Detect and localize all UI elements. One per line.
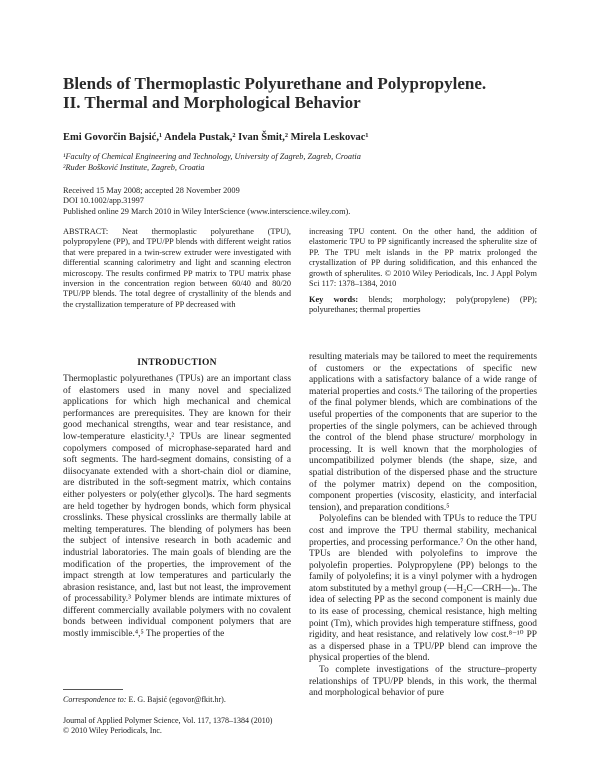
journal-info [63,716,272,736]
abstract-right: increasing TPU content. On the other hand, the addition of elastomeric TPU to PP significantly increased the spherulite size of PP. The TPU melt islands in the PP matrix prolonged the crystallization of PP during solidification, and this enhanced the growth of spherulites. © 2010 Wiley Periodicals, Inc. J Appl Polym Sci 117: 1378–1384, 2010 [309,227,537,289]
correspondence [63,695,226,704]
authors: Emi Govorčin Bajsić,¹ Anđela Pustak,² Ivan Šmit,² Mirela Leskovac¹ [63,132,369,143]
received-date: Received 15 May 2008; accepted 28 November 2009 [63,186,240,195]
copyright: © 2010 Wiley Periodicals, Inc. [63,726,162,735]
intro-left-column: Thermoplastic polyurethanes (TPUs) are an important class of elastomers used in many novel and specialized applications for which high mechanical and chemical performances are prerequisites. They are known for their good mechanical strengths, wear and tear resistance, and low-temperature elasticity.¹,² TPUs are linear segmented copolymers composed of microphase-separated hard and soft segments. The hard-segment domains, consisting of a diisocyanate extended with a short-chain diol or diamine, are distributed in the soft-segment matrix, which contains either polyesters or poly(ether glycol)s. The hard segments are held together by hydrogen bonds, which form physical crosslinks. These physical crosslinks are thermally labile at melting temperatures. The blending of polymers has been the subject of intensive research in both academic and industrial laboratories. The main goals of blending are the modification of the properties, the improvement of the impact strength at low temperatures and particularly the abrasion resistance, and, last but not least, the improvement of processability.³ Polymer blends are intimate mixtures of different commercially available polymers with no covalent bonds between individual component polymers that are mostly immiscible.⁴,⁵ The properties of the [63,374,291,640]
keywords-list: blends; morphology; poly(propylene) (PP); polyurethanes; thermal properties [309,295,537,315]
footnote-divider [63,689,123,690]
published-online: Published online 29 March 2010 in Wiley InterScience (www.interscience.wiley.com). [63,206,351,216]
publication-history [63,186,350,217]
intro-paragraph-2: Polyolefins can be blended with TPUs to reduce the TPU cost and improve the TPU thermal stability, mechanical properties, and processing performance.⁷ On the other hand, TPUs are blended with polyolefins to improve the polyolefin properties. Polypropylene (PP) belongs to the family of polyolefins; it is a vinyl polymer with a hydrogen atom substituted by a methyl group (—H₂C—CRH—)ₙ. The idea of selecting PP as the second component is mainly due to its ease of processing, chemical resistance, high melting point (Tm), which provides high temperature stiffness, good rigidity, and heat resistance, and relatively low cost.⁸⁻¹⁰ PP as a dispersed phase in a TPU/PP blend can improve the physical properties of the blend. [309,514,537,664]
paper-title [63,74,563,112]
title-line-2: II. Thermal and Morphological Behavior [63,93,361,112]
journal-citation: Journal of Applied Polymer Science, Vol. 117, 1378–1384 (2010) [63,716,273,725]
doi: DOI 10.1002/app.31997 [63,196,144,206]
correspondence-label: Correspondence to: [63,695,127,704]
affiliation-1: ¹Faculty of Chemical Engineering and Technology, University of Zagreb, Zagreb, Croatia [63,152,361,161]
correspondence-value: E. G. Bajsić (egovor@fkit.hr). [128,695,226,704]
intro-paragraph-3: To complete investigations of the structure–property relationships of TPU/PP blends, in this work, the thermal and morphological behavior of pure [309,665,537,699]
intro-right-column [309,352,537,700]
keywords [309,295,537,316]
section-heading: INTRODUCTION [137,358,217,368]
affiliation-2: ²Ruđer Bošković Institute, Zagreb, Croatia [63,162,205,172]
keywords-label: Key words: [309,295,359,304]
intro-paragraph-1: resulting materials may be tailored to meet the requirements of customers or the expectations of specific new applications with a satisfactory balance of a wide range of material properties and costs.⁶ The tailoring of the properties of the final polymer blends, which are combinations of the useful properties of the components that are superior to the properties of the single polymers, can be achieved through the control of the blend phase structure/ morphology in processing. It is well known that the morphologies of uncompatibilized polymer blends (the shape, size, and spatial distribution of the dispersed phase and the structure of the polymer matrix) depend on the composition, component properties (viscosity, elasticity, and interfacial tension), and preparation conditions.⁵ [309,352,537,513]
abstract-left: ABSTRACT: Neat thermoplastic polyurethane (TPU), polypropylene (PP), and TPU/PP blends with different weight ratios that were prepared in a twin-screw extruder were investigated with differential scanning calorimetry and light and scanning electron microscopy. The results confirmed PP matrix to TPU matrix phase inversion in the concentration region between 60/40 and 80/20 TPU/PP blends. The total degree of crystallinity of the blends and the crystallization temperature of PP decreased with [63,227,291,309]
title-line-1: Blends of Thermoplastic Polyurethane and Polypropylene. [63,74,487,93]
affiliations [63,152,361,173]
